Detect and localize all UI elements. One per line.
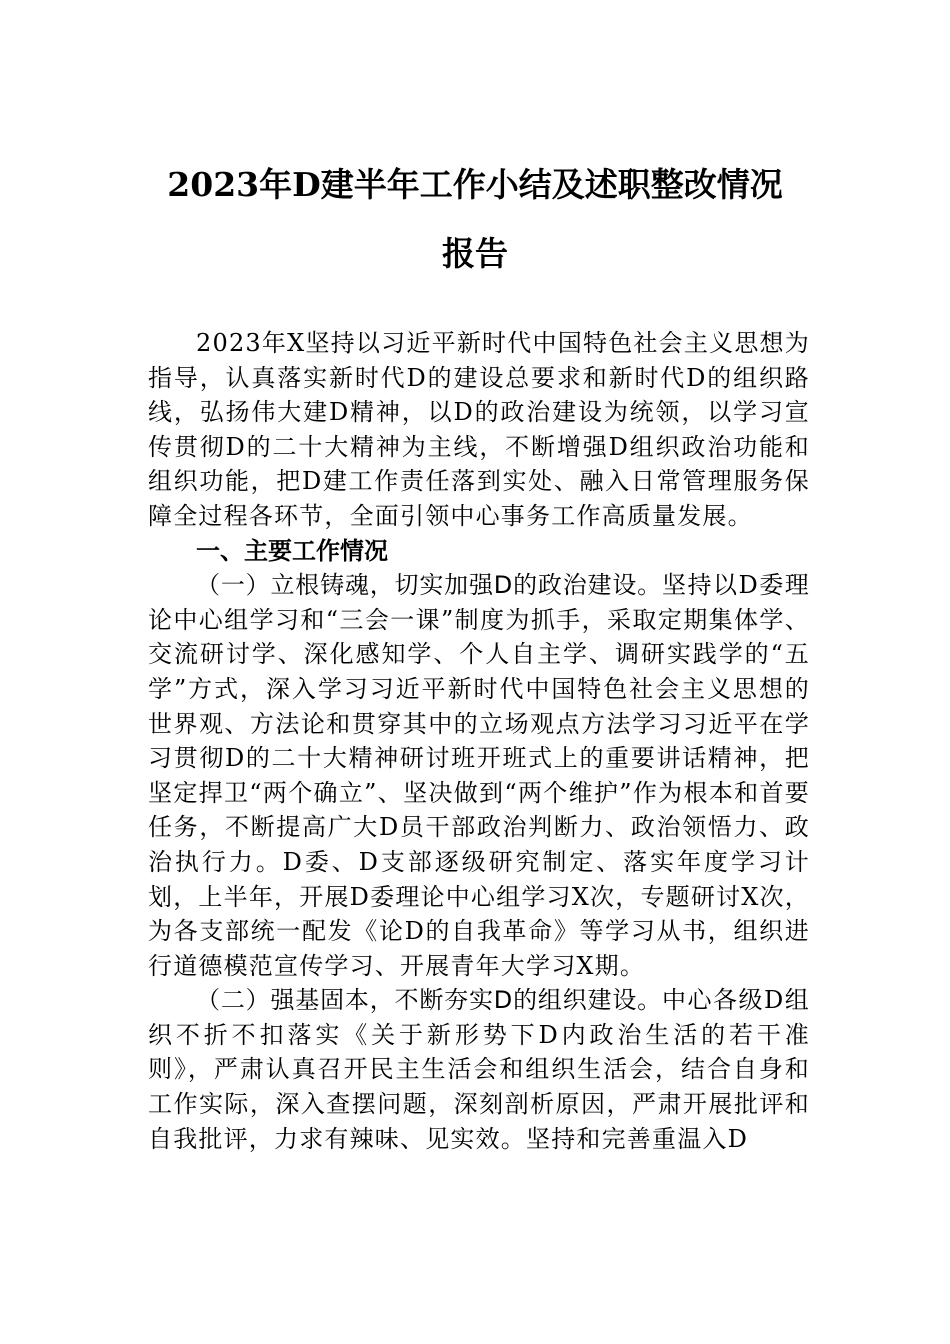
- document-title-line1: 2023年D建半年工作小结及述职整改情况: [167, 165, 783, 204]
- document-body: [148, 326, 810, 1156]
- document-title-line2: 报告: [442, 234, 508, 273]
- intro-paragraph: 2023年X坚持以习近平新时代中国特色社会主义思想为指导，认真落实新时代D的建设总要求和新时代D的组织路线，弘扬伟大建D精神，以D的政治建设为统领，以学习宣传贯彻D的二十大精神为主线，不断增强D组织政治功能和组织功能，把D建工作责任落到实处、融入日常管理服务保障全过程各环节，全面引领中心事务工作高质量发展。: [148, 329, 810, 530]
- item-1-lead: （一）立根铸魂，切实加强D的政治建设。: [196, 571, 662, 600]
- item-1-body: 坚持以D委理论中心组学习和“三会一课”制度为抓手，采取定期集体学、交流研讨学、深化感知学、个人自主学、调研实践学的“五学”方式，深入学习习近平新时代中国特色社会主义思想的世界观、方法论和贯穿其中的立场观点方法学习习近平在学习贯彻D的二十大精神研讨班开班式上的重要讲话精神，把坚定捍卫“两个确立”、坚决做到“两个维护”作为根本和首要任务，不断提高广大D员干部政治判断力、政治领悟力、政治执行力。D委、D支部逐级研究制定、落实年度学习计划，上半年，开展D委理论中心组学习X次，专题研讨X次，为各支部统一配发《论D的自我革命》等学习从书，组织进行道德模范宣传学习、开展青年大学习X期。: [148, 571, 810, 980]
- item-2-body: 中心各级D组织不折不扣落实《关于新形势下D内政治生活的若干准则》，严肃认真召开民主生活会和组织生活会，结合自身和工作实际，深入查摆问题，深刻剖析原因，严肃开展批评和自我批评，力求有辣味、见实效。坚持和完善重温入D: [148, 986, 810, 1153]
- item-2-lead: （二）强基固本，不断夯实D的组织建设。: [196, 986, 662, 1015]
- item-2-paragraph: [148, 983, 810, 1156]
- section-heading-main-work: 一、主要工作情况: [196, 536, 388, 565]
- item-1-paragraph: [148, 568, 810, 983]
